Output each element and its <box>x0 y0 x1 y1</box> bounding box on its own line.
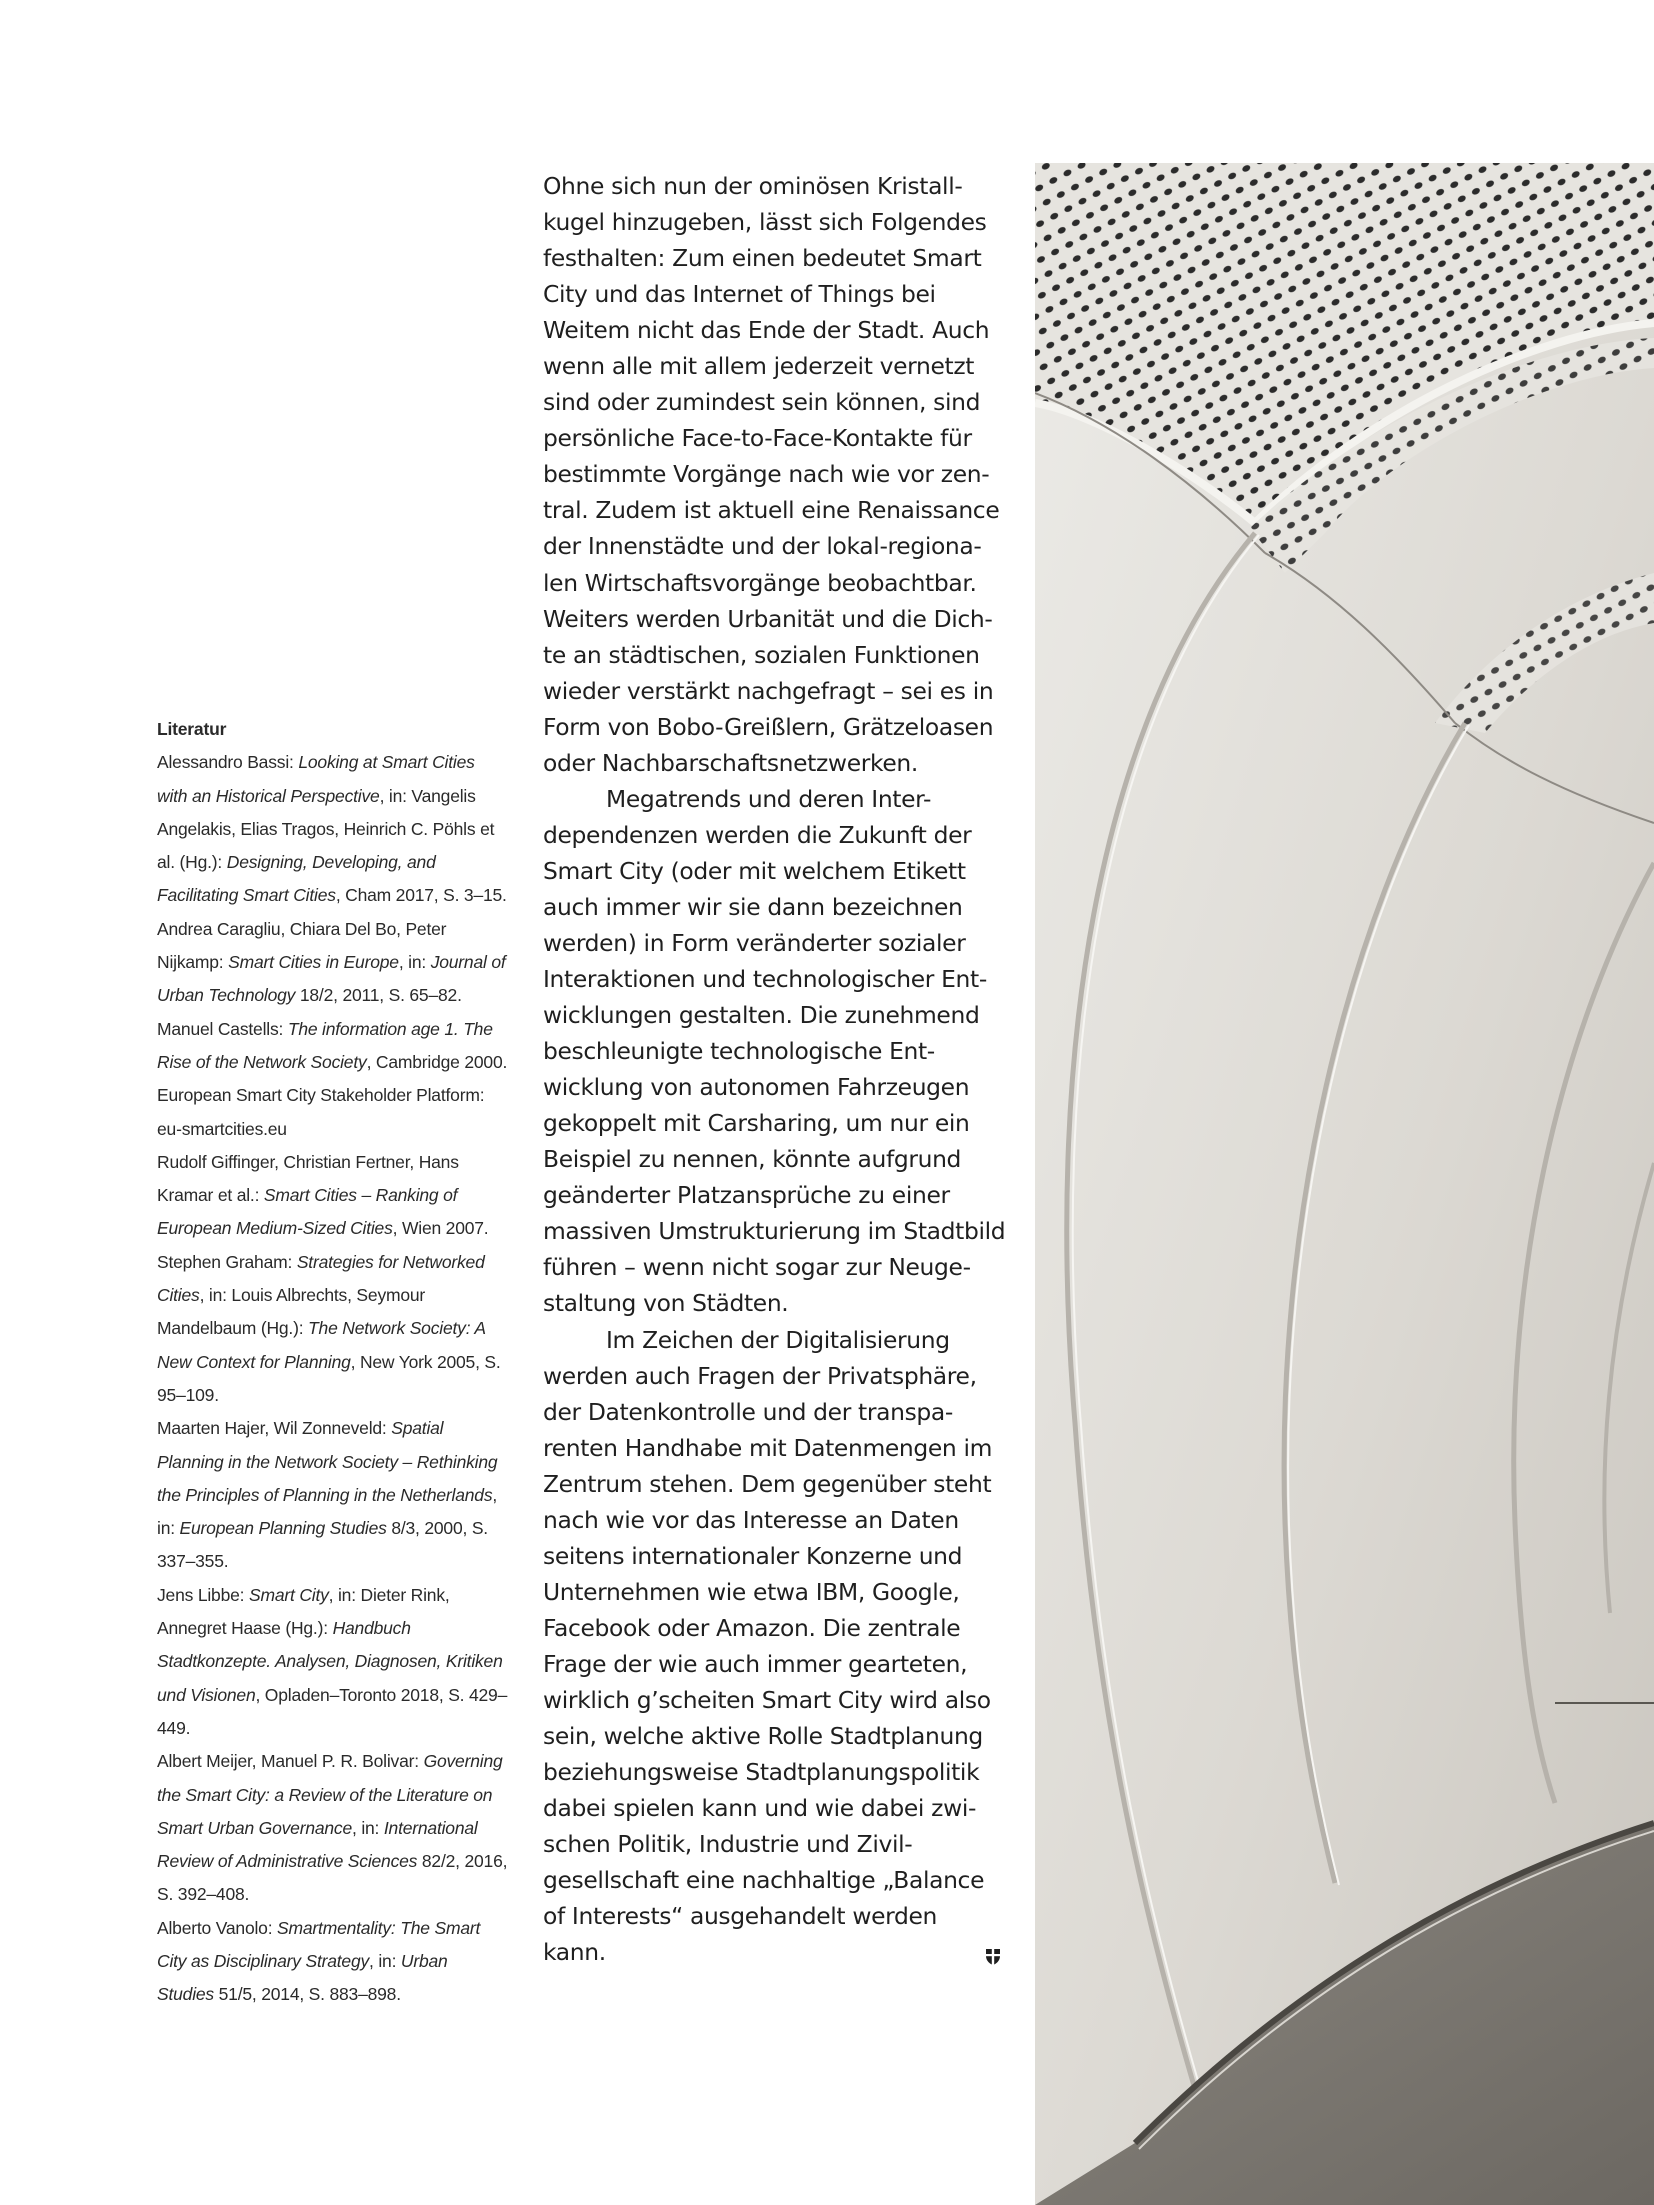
reference-text: European Smart City Stakeholder Platform: eu-smartcities.eu <box>157 1085 485 1139</box>
reference-text: Jens Libbe: <box>157 1584 249 1605</box>
reference-title: The information age 1. The Rise of the Network Society <box>157 1018 493 1072</box>
reference-title: Strategies for Networked Cities <box>157 1251 485 1306</box>
reference-title: Urban Studies <box>157 1950 448 2005</box>
body-text-line: Form von Bobo-Greißlern, Grätzeloasen <box>543 712 994 741</box>
body-text-line: tral. Zudem ist aktuell eine Renaissance <box>543 496 1000 525</box>
body-text-line: sind oder zumindest sein können, sind <box>543 388 981 417</box>
body-text-line: dependenzen werden die Zukunft der <box>543 820 972 849</box>
reference-text: , in: <box>369 1950 401 1971</box>
reference-entry <box>157 1579 509 1745</box>
body-text-line: massiven Umstrukturierung im Stadtbild <box>543 1217 1006 1246</box>
body-text-line: Ohne sich nun der ominösen Kristall- <box>543 172 963 200</box>
article-body <box>543 168 1021 1970</box>
body-text-line: festhalten: Zum einen bedeutet Smart <box>543 244 982 273</box>
body-text-line: dabei spielen kann und wie dabei zwi- <box>543 1794 977 1823</box>
reference-title: Journal of Urban Technology <box>157 952 506 1006</box>
body-text-line: persönliche Face-to-Face-Kontakte für <box>543 424 972 453</box>
body-text-line: werden) in Form veränderter sozialer <box>543 928 966 957</box>
reference-text: Andrea Caragliu, Chiara Del Bo, Peter Nijkamp: <box>157 918 447 973</box>
body-text-line: beschleunigte technologische Ent- <box>543 1037 935 1066</box>
body-text-line: Zentrum stehen. Dem gegenüber steht <box>543 1469 992 1498</box>
references-heading: Literatur <box>157 719 227 739</box>
body-text-line: schen Politik, Industrie und Zivil- <box>543 1830 913 1859</box>
reference-text: , Opladen–Toronto 2018, S. 429–449. <box>157 1684 508 1738</box>
reference-title: Designing, Developing, and Facilitating Smart Cities <box>157 852 436 906</box>
reference-text: , in: Dieter Rink, Annegret Haase (Hg.): <box>157 1584 450 1639</box>
body-text-line: wieder verstärkt nachgefragt – sei es in <box>543 676 994 705</box>
reference-text: Maarten Hajer, Wil Zonneveld: <box>157 1418 392 1439</box>
body-text-line: nach wie vor das Interesse an Daten <box>543 1505 959 1534</box>
body-text-line: Weitem nicht das Ende der Stadt. Auch <box>543 316 990 345</box>
reference-text: 18/2, 2011, S. 65–82. <box>295 985 462 1006</box>
body-text-line: wenn alle mit allem jederzeit vernetzt <box>543 352 975 381</box>
reference-text: , Cambridge 2000. <box>366 1051 508 1072</box>
reference-entry <box>157 913 509 1013</box>
body-text-line: staltung von Städten. <box>543 1289 789 1318</box>
body-text-line: führen – wenn nicht sogar zur Neuge- <box>543 1253 971 1282</box>
reference-entry <box>157 1246 509 1412</box>
reference-text: , Wien 2007. <box>392 1218 489 1239</box>
body-text-line: City und das Internet of Things bei <box>543 280 936 309</box>
body-text-line: Facebook oder Amazon. Die zentrale <box>543 1613 961 1642</box>
body-text-line: Frage der wie auch immer gearteten, <box>543 1649 968 1678</box>
reference-text: 8/3, 2000, S. 337–355. <box>157 1518 488 1572</box>
body-text-line: renten Handhabe mit Datenmengen im <box>543 1433 993 1462</box>
reference-entry <box>157 1146 509 1246</box>
reference-text: , in: <box>157 1484 498 1539</box>
vienna-shield-icon <box>985 1948 1001 1966</box>
reference-title: The Network Society: A New Context for Planning <box>157 1318 486 1372</box>
reference-text: Alessandro Bassi: <box>157 752 299 773</box>
reference-title: Looking at Smart Cities with an Historical Perspective <box>157 752 475 806</box>
body-text-line: kann. <box>543 1938 606 1967</box>
body-text-line: of Interests“ ausgehandelt werden <box>543 1902 938 1931</box>
body-text-line: kugel hinzugeben, lässt sich Folgendes <box>543 208 987 237</box>
reference-entry <box>157 1079 509 1146</box>
reference-title: Smart Cities – Ranking of European Medium-Sized Cities <box>157 1185 458 1239</box>
reference-text: Albert Meijer, Manuel P. R. Bolivar: <box>157 1751 424 1772</box>
reference-text: 82/2, 2016, S. 392–408. <box>157 1851 508 1905</box>
body-text-line: Interaktionen und technologischer Ent- <box>543 965 987 994</box>
reference-entry <box>157 1412 509 1578</box>
reference-text: , in: <box>352 1817 384 1838</box>
body-text-line: gekoppelt mit Carsharing, um nur ein <box>543 1109 970 1138</box>
reference-title: Spatial Planning in the Network Society – Rethinking the Principles of Planning in the Netherlands <box>157 1418 498 1505</box>
body-text-line: Unternehmen wie etwa IBM, Google, <box>543 1577 960 1606</box>
reference-title: Governing the Smart City: a Review of the Literature on Smart Urban Governance <box>157 1751 503 1838</box>
reference-text: , New York 2005, S. 95–109. <box>157 1351 501 1405</box>
body-text-line: der Innenstädte und der lokal-regiona- <box>543 532 982 561</box>
reference-text: , Cham 2017, S. 3–15. <box>335 885 507 906</box>
reference-title: Smartmentality: The Smart City as Disciplinary Strategy <box>157 1917 481 1971</box>
body-text-line: bestimmte Vorgänge nach wie vor zen- <box>543 460 990 489</box>
body-text-line: der Datenkontrolle und der transpa- <box>543 1397 954 1426</box>
body-text-line: werden auch Fragen der Privatsphäre, <box>543 1361 977 1390</box>
reference-title: Smart City <box>248 1584 329 1605</box>
reference-text: , in: Louis Albrechts, Seymour Mandelbaum (Hg.): <box>157 1285 426 1339</box>
reference-entry <box>157 1013 509 1080</box>
reference-title: Handbuch Stadtkonzepte. Analysen, Diagnosen, Kritiken und Visionen <box>157 1618 503 1705</box>
body-text-line: Im Zeichen der Digitalisierung <box>606 1325 950 1354</box>
reference-text: , in: Vangelis Angelakis, Elias Tragos, Heinrich C. Pöhls et al. (Hg.): <box>157 785 495 873</box>
reference-text: , in: <box>398 952 431 973</box>
reference-title: European Planning Studies <box>179 1518 387 1539</box>
reference-text: Stephen Graham: <box>157 1251 297 1272</box>
reference-text: 51/5, 2014, S. 883–898. <box>213 1984 401 2005</box>
body-text-line: seitens internationaler Konzerne und <box>543 1541 963 1570</box>
body-text-line: geänderter Platzansprüche zu einer <box>543 1181 950 1210</box>
reference-entry <box>157 746 509 912</box>
architecture-photo <box>1035 163 1654 2205</box>
body-text-line: wicklung von autonomen Fahrzeugen <box>543 1073 970 1102</box>
body-text-line: te an städtischen, sozialen Funktionen <box>543 640 980 669</box>
body-text-line: Smart City (oder mit welchem Etikett <box>543 856 966 885</box>
reference-entry <box>157 1912 509 2012</box>
body-text-line: beziehungsweise Stadtplanungspolitik <box>543 1758 980 1787</box>
tunnel-ceiling-image <box>1035 163 1654 2205</box>
reference-entry <box>157 1745 509 1911</box>
reference-text: Rudolf Giffinger, Christian Fertner, Hans Kramar et al.: <box>157 1151 459 1206</box>
body-text-line: wicklungen gestalten. Die zunehmend <box>543 1001 980 1030</box>
body-text-line: len Wirtschaftsvorgänge beobachtbar. <box>543 568 977 597</box>
body-text-line: Weiters werden Urbanität und die Dich- <box>543 604 993 633</box>
references-list <box>157 746 509 2011</box>
body-text-line: Megatrends und deren Inter- <box>606 784 932 813</box>
body-text-line: Beispiel zu nennen, könnte aufgrund <box>543 1145 962 1174</box>
body-text-line: sein, welche aktive Rolle Stadtplanung <box>543 1722 983 1751</box>
reference-text: Alberto Vanolo: <box>157 1917 278 1938</box>
references-column <box>157 713 509 2012</box>
body-text-line: wirklich g’scheiten Smart City wird also <box>543 1685 991 1714</box>
reference-title: International Review of Administrative Sciences <box>157 1817 478 1872</box>
body-text-line: oder Nachbarschaftsnetzwerken. <box>543 748 918 777</box>
reference-text: Manuel Castells: <box>157 1018 288 1039</box>
body-text-line: gesellschaft eine nachhaltige „Balance <box>543 1866 985 1895</box>
reference-title: Smart Cities in Europe <box>228 952 399 973</box>
body-text-line: auch immer wir sie dann bezeichnen <box>543 892 963 921</box>
